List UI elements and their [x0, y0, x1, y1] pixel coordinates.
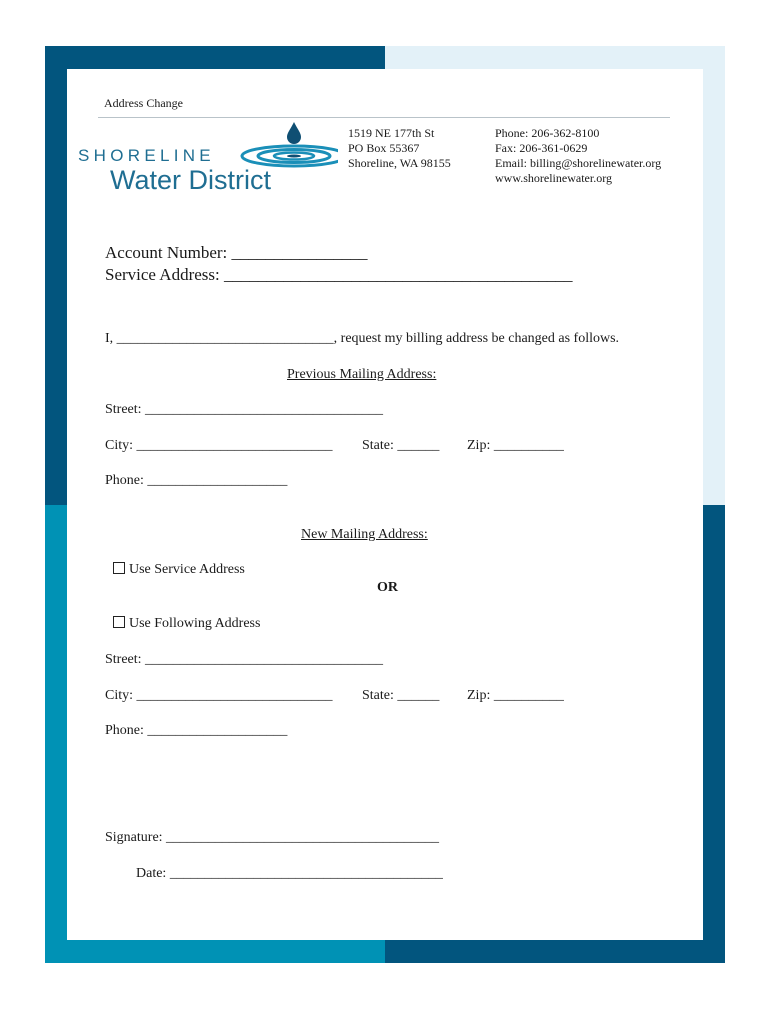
- district-phone: Phone: 206-362-8100: [495, 126, 600, 140]
- border-top-light: [385, 46, 725, 69]
- document-title: Address Change: [104, 96, 183, 110]
- new-street-field[interactable]: Street: __________________________________: [105, 652, 384, 667]
- or-separator: OR: [377, 580, 398, 595]
- previous-phone-field[interactable]: Phone: ____________________: [105, 473, 288, 488]
- logo-wordmark-top: SHORELINE: [78, 146, 215, 165]
- new-city-field[interactable]: City: ____________________________: [105, 688, 333, 703]
- service-address-field[interactable]: Service Address: _________________________________________: [105, 265, 573, 284]
- district-street-address: 1519 NE 177th St: [348, 126, 435, 140]
- district-city-state-zip: Shoreline, WA 98155: [348, 156, 451, 170]
- border-bottom-teal: [45, 940, 385, 963]
- border-bottom-dark: [385, 940, 725, 963]
- use-service-address-checkbox[interactable]: [113, 562, 125, 574]
- signature-field[interactable]: Signature: _______________________________________: [105, 830, 440, 845]
- previous-zip-field[interactable]: Zip: __________: [467, 438, 564, 453]
- use-following-address-checkbox[interactable]: [113, 616, 125, 628]
- new-phone-field[interactable]: Phone: ____________________: [105, 723, 288, 738]
- use-following-address-label: Use Following Address: [129, 616, 261, 631]
- logo-wordmark-bottom: Water District: [110, 165, 271, 195]
- new-state-field[interactable]: State: ______: [362, 688, 440, 703]
- district-fax: Fax: 206-361-0629: [495, 141, 588, 155]
- header-divider: [98, 117, 670, 118]
- use-service-address-label: Use Service Address: [129, 562, 245, 577]
- new-zip-field[interactable]: Zip: __________: [467, 688, 564, 703]
- border-right-light: [703, 46, 725, 505]
- use-following-address-option[interactable]: [113, 616, 260, 632]
- request-statement[interactable]: I, _______________________________, request my billing address be changed as follows.: [105, 331, 620, 346]
- previous-state-field[interactable]: State: ______: [362, 438, 440, 453]
- use-service-address-option[interactable]: [113, 562, 245, 578]
- shoreline-water-district-logo: [78, 120, 338, 200]
- district-email: Email: billing@shorelinewater.org: [495, 156, 662, 170]
- previous-address-heading: Previous Mailing Address:: [287, 367, 437, 382]
- border-right-dark: [703, 505, 725, 963]
- border-left-dark: [45, 46, 67, 505]
- district-po-box: PO Box 55367: [348, 141, 420, 155]
- border-top-dark: [45, 46, 385, 69]
- previous-street-field[interactable]: Street: __________________________________: [105, 402, 384, 417]
- account-number-field[interactable]: Account Number: ________________: [105, 243, 368, 262]
- district-website: www.shorelinewater.org: [495, 171, 612, 185]
- previous-city-field[interactable]: City: ____________________________: [105, 438, 333, 453]
- new-address-heading: New Mailing Address:: [301, 527, 428, 542]
- border-left-teal: [45, 505, 67, 963]
- date-field[interactable]: Date: _______________________________________: [136, 866, 443, 881]
